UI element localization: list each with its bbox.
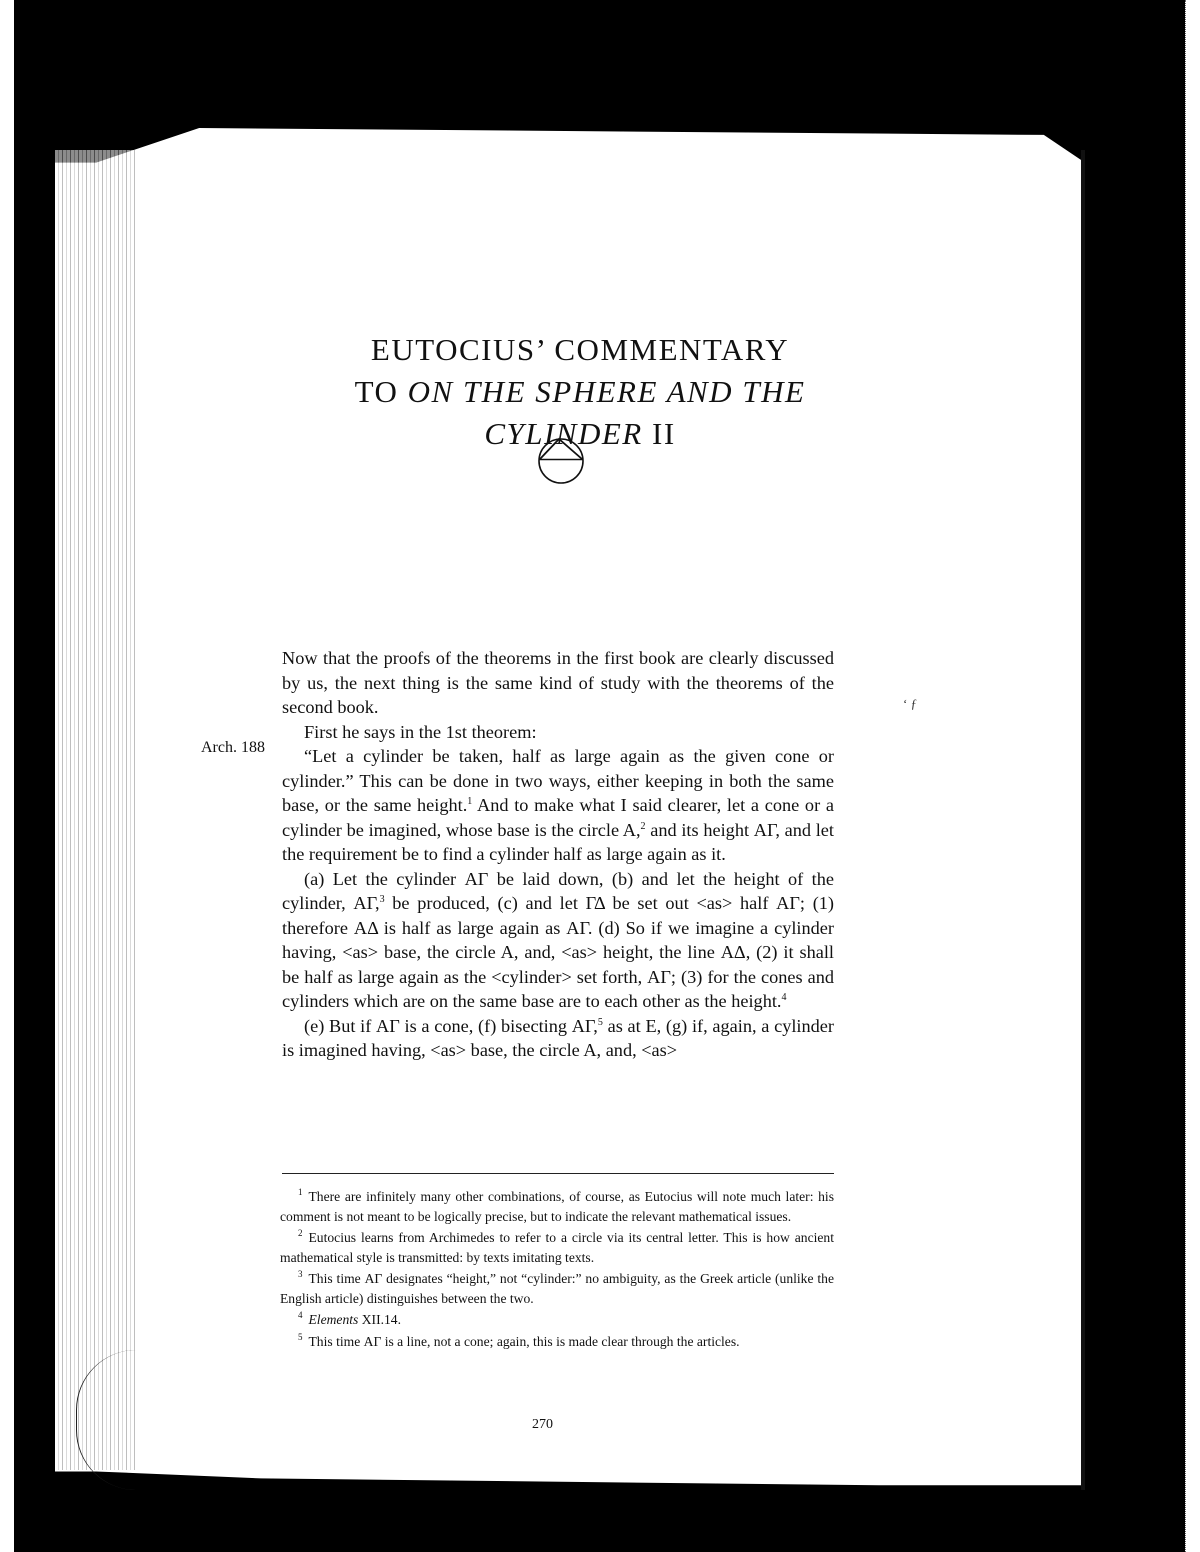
footnote-4: $^4$ Elements XII.14. — [298, 1310, 402, 1327]
book-spine-edge — [1081, 150, 1085, 1490]
footnote-ref-3[interactable]: 3 — [379, 893, 385, 905]
title-line-3-italic: CYLINDER — [484, 415, 643, 451]
footnote-ref-5[interactable]: 5 — [597, 1016, 603, 1028]
paragraph-3: “Let a cylinder be taken, half as large again as the given cone or cylinder.” This can be done in two ways, either keeping in both the same base, or the same height.$^1$ And to make what I said clearer, let a cone or a cylinder be imagined, whose base is the circle A,$^2$ and its height ΑΓ, and let the requirement be to find a cylinder half as large again as it. — [282, 746, 834, 864]
paragraph-1: Now that the proofs of the theorems in the first book are clearly discussed by us, the next thing is the same kind of study with the theorems of the second book. — [282, 648, 834, 717]
margin-reference: Arch. 188 — [201, 739, 265, 756]
footnote-2: $^2$ Eutocius learns from Archimedes to refer to a circle via its central letter. This is how ancient mathematical style is transmitted: by texts imitating texts. — [280, 1228, 834, 1265]
paragraph-4: (a) Let the cylinder ΑΓ be laid down, (b) and let the height of the cylinder, ΑΓ,$^3$ be produced, (c) and let ΓΔ be set out <as> half ΑΓ; (1) therefore ΑΔ is half as large again as ΑΓ. (d) So if we imagine a cylinder having, <as> base, the circle A, and, <as> height, the line ΑΔ, (2) it shall be half as large again as the <cylinder> set forth, ΑΓ; (3) for the cones and cylinders which are on the same base are to each other as the height.$^4$ — [282, 868, 835, 1011]
page-number: 270 — [532, 1417, 553, 1432]
title-line-2-prefix: TO — [354, 373, 408, 409]
main-text — [282, 646, 834, 1063]
footnote-1: $^1$ There are infinitely many other combinations, of course, as Eutocius will note much later: his comment is not meant to be logically precise, but to indicate the relevant mathematical issues. — [280, 1187, 834, 1224]
title-line-3-suffix: II — [642, 415, 676, 451]
triangle-in-circle-icon — [537, 437, 585, 485]
paragraph-2: First he says in the 1st theorem: — [304, 721, 537, 742]
page-gutter-shadow — [55, 150, 135, 1470]
title-line-1: EUTOCIUS’ COMMENTARY — [370, 331, 790, 367]
title-line-2-italic: ON THE SPHERE AND THE — [407, 373, 806, 409]
scan-right-edge — [1185, 0, 1200, 1552]
footnote-ref-1[interactable]: 1 — [467, 795, 473, 807]
footnotes — [280, 1187, 834, 1353]
chapter-title — [280, 329, 880, 455]
paragraph-5: (e) But if ΑΓ is a cone, (f) bisecting ΑΓ,$^5$ as at E, (g) if, again, a cylinder is imagined having, <as> base, the circle A, and, <as> — [282, 1015, 834, 1060]
footnote-5: $^5$ This time ΑΓ is a line, not a cone; again, this is made clear through the articles. — [298, 1331, 740, 1349]
stray-marks: ʻ ƒ — [903, 696, 918, 711]
footnote-ref-4[interactable]: 4 — [781, 991, 787, 1003]
footnote-3: $^3$ This time ΑΓ designates “height,” not “cylinder:” no ambiguity, as the Greek article (unlike the English article) distinguishes between the two. — [280, 1269, 834, 1306]
footnote-ref-2[interactable]: 2 — [640, 820, 646, 832]
footnote-divider — [282, 1173, 834, 1174]
scan-left-edge — [0, 0, 14, 1552]
